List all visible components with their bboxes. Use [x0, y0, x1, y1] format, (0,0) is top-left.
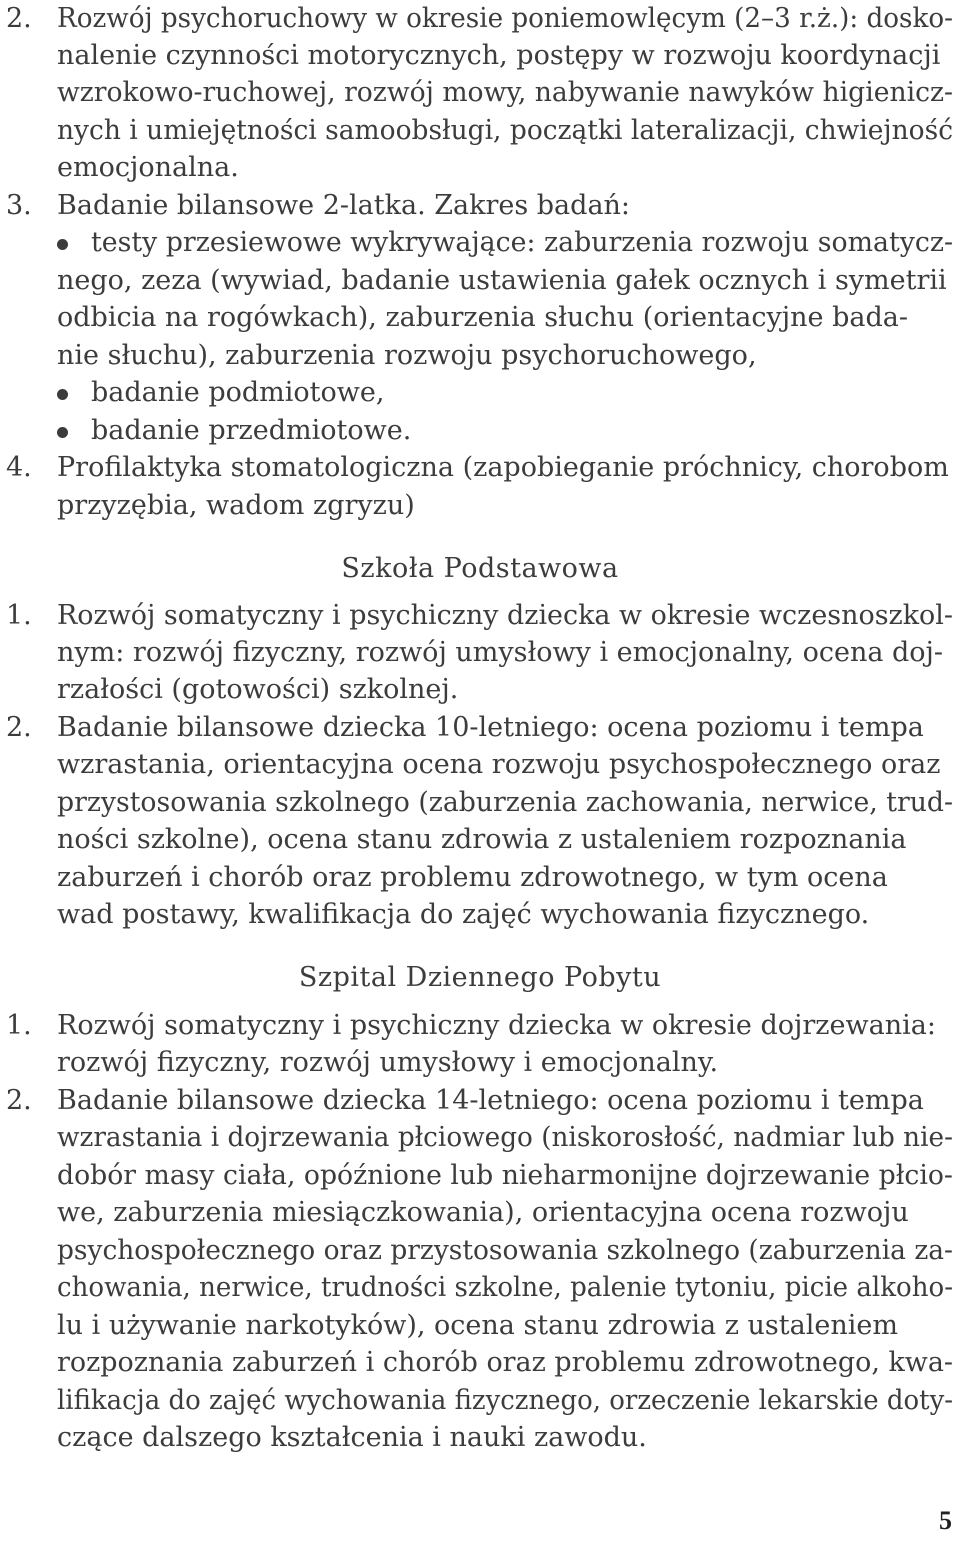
section-heading: Szkoła Podstawowa: [341, 553, 619, 584]
text-line: lu i używanie narkotyków), ocena stanu zdrowia z ustaleniem: [57, 1310, 898, 1341]
text-line: Rozwój somatyczny i psychiczny dziecka w okresie wczesnoszkol-: [57, 600, 953, 631]
text-line: nego, zeza (wywiad, badanie ustawienia gałek ocznych i symetrii: [57, 265, 947, 296]
text-line: Badanie bilansowe dziecka 10-letniego: ocena poziomu i tempa: [57, 712, 924, 743]
text-line: przystosowania szkolnego (zaburzenia zachowania, nerwice, trud-: [57, 787, 954, 818]
text-line: rozpoznania zaburzeń i chorób oraz problemu zdrowotnego, kwa-: [57, 1347, 954, 1378]
item-number: 1.: [6, 1010, 32, 1041]
text-line: psychospołecznego oraz przystosowania szkolnego (zaburzenia za-: [57, 1235, 953, 1266]
page-number: 5: [939, 1506, 952, 1535]
text-line: testy przesiewowe wykrywające: zaburzenia rozwoju somatycz-: [91, 227, 954, 258]
text-line: nym: rozwój fizyczny, rozwój umysłowy i emocjonalny, ocena doj-: [57, 637, 944, 668]
text-line: ności szkolne), ocena stanu zdrowia z ustaleniem rozpoznania: [57, 824, 907, 855]
text-line: zaburzeń i chorób oraz problemu zdrowotnego, w tym ocena: [57, 862, 888, 893]
text-line: wad postawy, kwalifikacja do zajęć wychowania fizycznego.: [57, 899, 870, 930]
text-line: odbicia na rogówkach), zaburzenia słuchu (orientacyjne bada-: [57, 302, 908, 333]
text-line: wzrastania i dojrzewania płciowego (niskorosłość, nadmiar lub nie-: [57, 1122, 953, 1153]
text-line: badanie przedmiotowe.: [91, 415, 412, 446]
bullet-icon: [57, 239, 68, 250]
text-line: lifikacja do zajęć wychowania fizycznego, orzeczenie lekarskie doty-: [57, 1385, 954, 1416]
section-heading: Szpital Dziennego Pobytu: [298, 962, 662, 993]
item-number: 4.: [6, 452, 32, 483]
text-line: chowania, nerwice, trudności szkolne, palenie tytoniu, picie alkoho-: [57, 1272, 954, 1303]
text-line: nalenie czynności motorycznych, postępy w rozwoju koordynacji: [57, 40, 941, 71]
text-line: nych i umiejętności samoobsługi, początki lateralizacji, chwiejność: [57, 115, 954, 146]
text-line: przyzębia, wadom zgryzu): [57, 490, 415, 521]
text-line: badanie podmiotowe,: [91, 377, 385, 408]
text-line: we, zaburzenia miesiączkowania), orientacyjna ocena rozwoju: [57, 1197, 909, 1228]
text-line: Rozwój psychoruchowy w okresie poniemowlęcym (2–3 r.ż.): dosko-: [57, 3, 953, 34]
text-line: czące dalszego kształcenia i nauki zawodu.: [57, 1422, 647, 1453]
text-line: Badanie bilansowe 2-latka. Zakres badań:: [57, 190, 631, 221]
item-number: 3.: [6, 190, 32, 221]
item-number: 2.: [6, 3, 32, 34]
bullet-icon: [57, 389, 68, 400]
bullet-icon: [57, 427, 68, 438]
text-line: wzrokowo-ruchowej, rozwój mowy, nabywanie nawyków higienicz-: [57, 77, 954, 108]
text-line: rozwój fizyczny, rozwój umysłowy i emocjonalny.: [57, 1047, 719, 1078]
text-line: rzałości (gotowości) szkolnej.: [57, 674, 459, 705]
item-number: 2.: [6, 712, 32, 743]
text-line: emocjonalna.: [57, 152, 239, 183]
text-line: Badanie bilansowe dziecka 14-letniego: ocena poziomu i tempa: [57, 1085, 924, 1116]
text-line: dobór masy ciała, opóźnione lub nieharmonijne dojrzewanie płcio-: [57, 1160, 953, 1191]
item-number: 1.: [6, 600, 32, 631]
text-line: Rozwój somatyczny i psychiczny dziecka w okresie dojrzewania:: [57, 1010, 936, 1041]
text-line: nie słuchu), zaburzenia rozwoju psychoruchowego,: [57, 340, 757, 371]
item-number: 2.: [6, 1085, 32, 1116]
text-line: wzrastania, orientacyjna ocena rozwoju psychospołecznego oraz: [57, 749, 941, 780]
text-line: Profilaktyka stomatologiczna (zapobieganie próchnicy, chorobom: [57, 452, 949, 483]
